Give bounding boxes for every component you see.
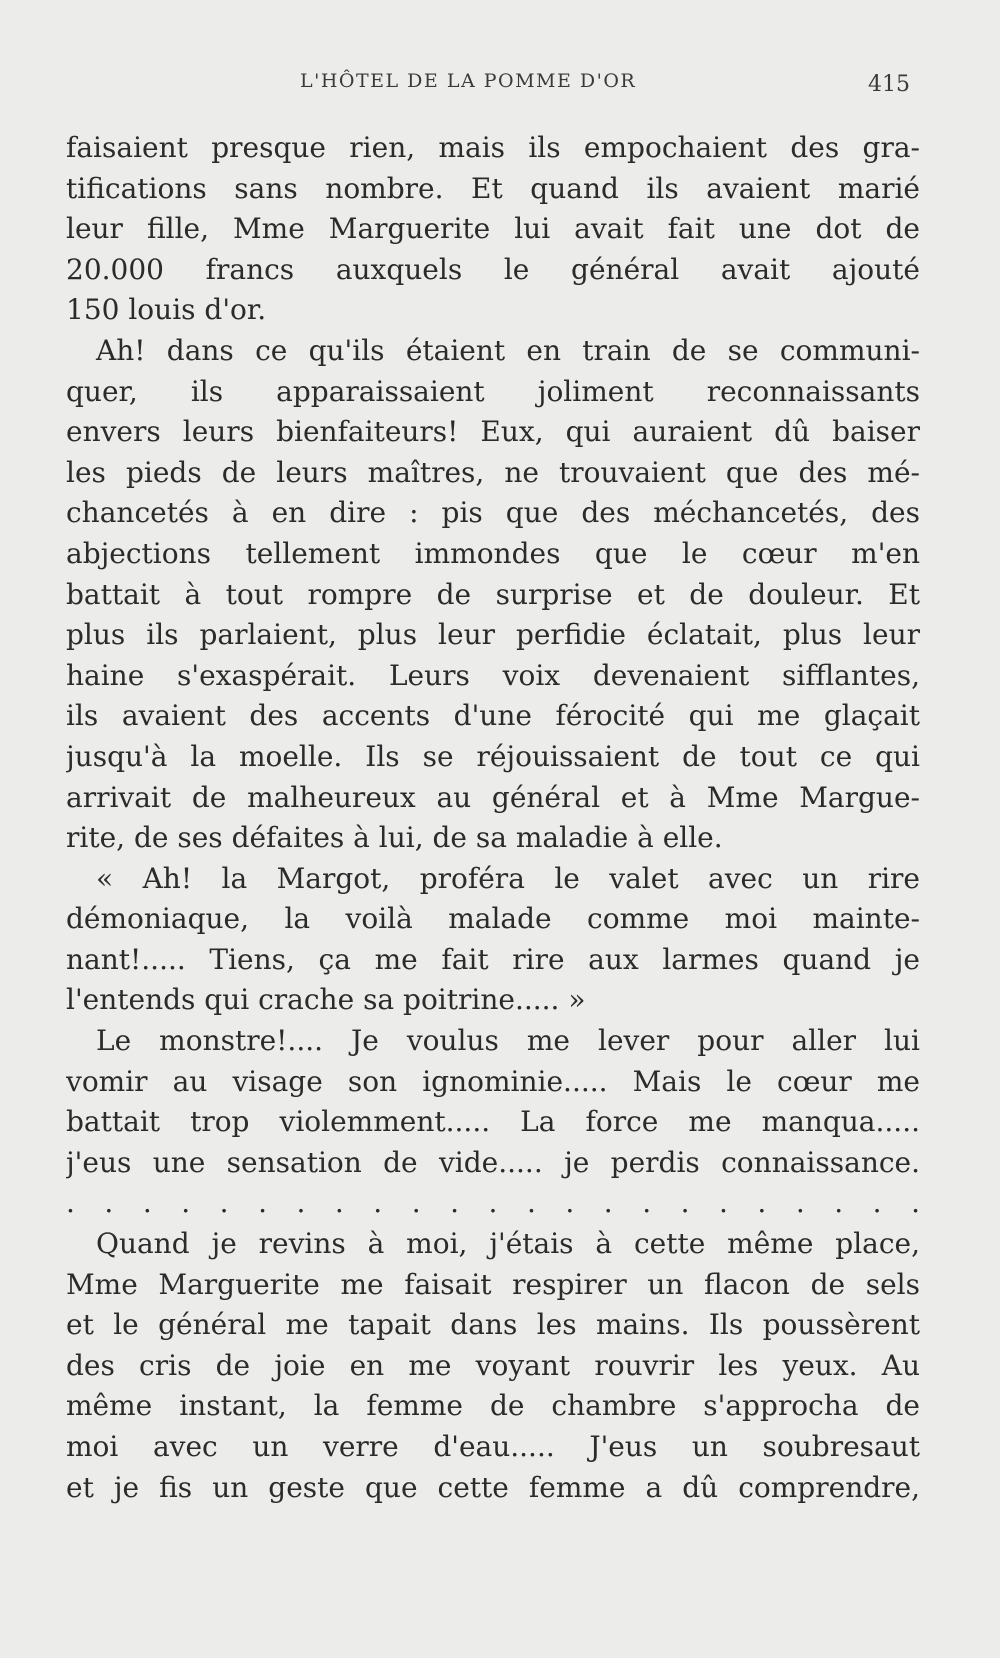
text-line: ils avaient des accents d'une férocité qui me glaçait <box>66 699 920 733</box>
text-line: 150 louis d'or. <box>66 293 267 327</box>
running-title: L'HÔTEL DE LA POMME D'OR <box>300 70 637 92</box>
text-line: abjections tellement immondes que le cœur m'en <box>66 536 920 570</box>
text-line: Quand je revins à moi, j'étais à cette même place, <box>96 1227 920 1261</box>
ellipsis-separator: . . . . . . . . . . . . . . . . . . . . . . . <box>66 1186 920 1220</box>
text-line: vomir au visage son ignominie..... Mais le cœur me <box>66 1064 920 1098</box>
text-line: Le monstre!.... Je voulus me lever pour aller lui <box>96 1024 920 1058</box>
text-line: jusqu'à la moelle. Ils se réjouissaient de tout ce qui <box>66 739 920 773</box>
text-line: envers leurs bienfaiteurs! Eux, qui auraient dû baiser <box>66 415 920 449</box>
text-line: Ah! dans ce qu'ils étaient en train de se communi- <box>96 333 920 367</box>
text-line: « Ah! la Margot, proféra le valet avec un rire <box>96 861 920 895</box>
text-line: battait à tout rompre de surprise et de douleur. Et <box>66 577 920 611</box>
text-line: même instant, la femme de chambre s'approcha de <box>66 1389 920 1423</box>
text-line: chancetés à en dire : pis que des méchancetés, des <box>66 496 920 530</box>
text-line: et je fis un geste que cette femme a dû comprendre, <box>66 1470 920 1504</box>
text-line: démoniaque, la voilà malade comme moi mainte- <box>66 902 920 936</box>
text-line: et le général me tapait dans les mains. Ils poussèrent <box>66 1308 920 1342</box>
text-line: quer, ils apparaissaient joliment reconnaissants <box>66 374 920 408</box>
text-line: rite, de ses défaites à lui, de sa maladie à elle. <box>66 821 723 855</box>
text-line: haine s'exaspérait. Leurs voix devenaient sifflantes, <box>66 658 920 692</box>
text-line: j'eus une sensation de vide..... je perdis connaissance. <box>66 1145 920 1179</box>
text-line: tifications sans nombre. Et quand ils avaient marié <box>66 171 920 205</box>
text-line: leur fille, Mme Marguerite lui avait fait une dot de <box>66 212 920 246</box>
text-line: plus ils parlaient, plus leur perfidie éclatait, plus leur <box>66 618 920 652</box>
text-line: les pieds de leurs maîtres, ne trouvaient que des mé- <box>66 455 920 489</box>
text-line: 20.000 francs auxquels le général avait ajouté <box>66 252 920 286</box>
text-line: Mme Marguerite me faisait respirer un flacon de sels <box>66 1267 920 1301</box>
text-line: moi avec un verre d'eau..... J'eus un soubresaut <box>66 1430 920 1463</box>
text-line: arrivait de malheureux au général et à Mme Margue- <box>66 780 920 814</box>
body-text <box>66 128 920 1508</box>
text-line: nant!..... Tiens, ça me fait rire aux larmes quand je <box>66 942 920 976</box>
text-line: faisaient presque rien, mais ils empochaient des gra- <box>66 131 920 164</box>
page-number: 415 <box>868 72 910 97</box>
text-line: des cris de joie en me voyant rouvrir les yeux. Au <box>66 1348 920 1382</box>
text-line: battait trop violemment..... La force me manqua..... <box>66 1105 920 1139</box>
text-line: l'entends qui crache sa poitrine..... » <box>66 983 586 1017</box>
